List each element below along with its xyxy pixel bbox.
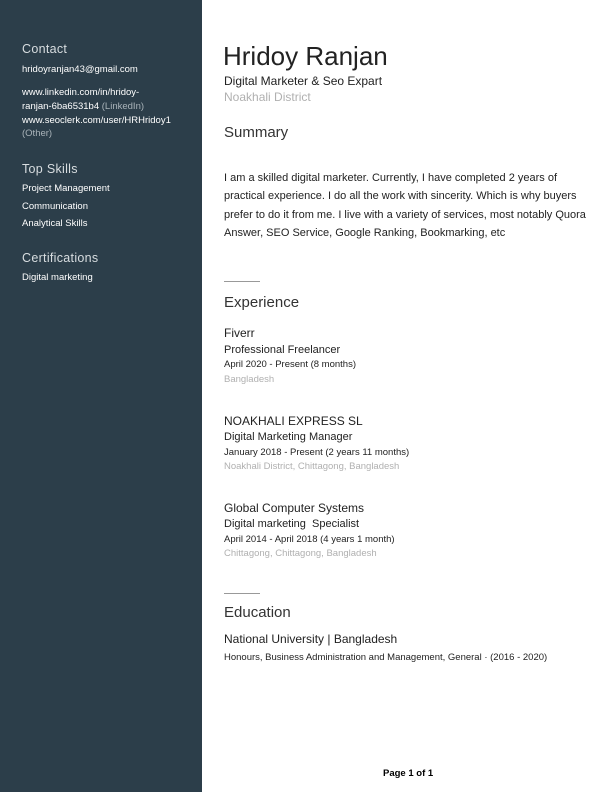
profile-name: Hridoy Ranjan <box>223 41 388 71</box>
job-title: Digital Marketing Manager <box>224 431 353 443</box>
divider <box>224 593 260 594</box>
summary-heading: Summary <box>224 124 289 141</box>
job-title: Professional Freelancer <box>224 344 341 356</box>
linkedin-label: (LinkedIn) <box>101 101 145 112</box>
linkedin-link-cont[interactable]: ranjan-6ba6531b4 <box>22 101 100 112</box>
company: NOAKHALI EXPRESS SL <box>224 414 363 428</box>
job-title: Digital marketing Specialist <box>224 518 360 530</box>
linkedin-link[interactable]: www.linkedin.com/in/hridoy- <box>22 87 140 98</box>
summary-text: I am a skilled digital marketer. Currently, I have completed 2 years of practical experience. I do all the work with sincerity. Which is why buyers prefer to do it from me. I live with a variety of services, most notably Quora Answer, SEO Service, Google Ranking, Bookmarking, etc <box>224 172 586 239</box>
divider <box>224 281 260 282</box>
company: Global Computer Systems <box>224 501 365 515</box>
school-name: National University | Bangladesh <box>224 632 398 646</box>
other-label: (Other) <box>22 128 53 139</box>
page-number: Page 1 of 1 <box>383 768 434 779</box>
experience-heading: Experience <box>224 294 300 311</box>
skill-item: Project Management <box>22 183 110 194</box>
education-heading: Education <box>224 604 291 621</box>
certification-item: Digital marketing <box>22 272 93 283</box>
job-dates: April 2014 - April 2018 (4 years 1 month) <box>224 534 395 545</box>
job-location: Noakhali District, Chittagong, Bangladesh <box>224 461 400 472</box>
headline: Digital Marketer & Seo Expart <box>224 74 383 88</box>
certifications-heading: Certifications <box>22 251 99 265</box>
skill-item: Analytical Skills <box>22 218 88 229</box>
location: Noakhali District <box>224 90 311 104</box>
skill-item: Communication <box>22 201 88 212</box>
job-location: Bangladesh <box>224 374 275 385</box>
job-dates: January 2018 - Present (2 years 11 months) <box>224 447 410 458</box>
job-location: Chittagong, Chittagong, Bangladesh <box>224 548 377 559</box>
contact-heading: Contact <box>22 42 68 56</box>
degree: Honours, Business Administration and Management, General · (2016 - 2020) <box>224 652 548 663</box>
top-skills-heading: Top Skills <box>22 162 78 176</box>
other-link[interactable]: www.seoclerk.com/user/HRHridoy1 <box>22 115 171 126</box>
job-dates: April 2020 - Present (8 months) <box>224 359 357 370</box>
company: Fiverr <box>224 326 255 340</box>
email-link[interactable]: hridoyranjan43@gmail.com <box>22 64 138 75</box>
